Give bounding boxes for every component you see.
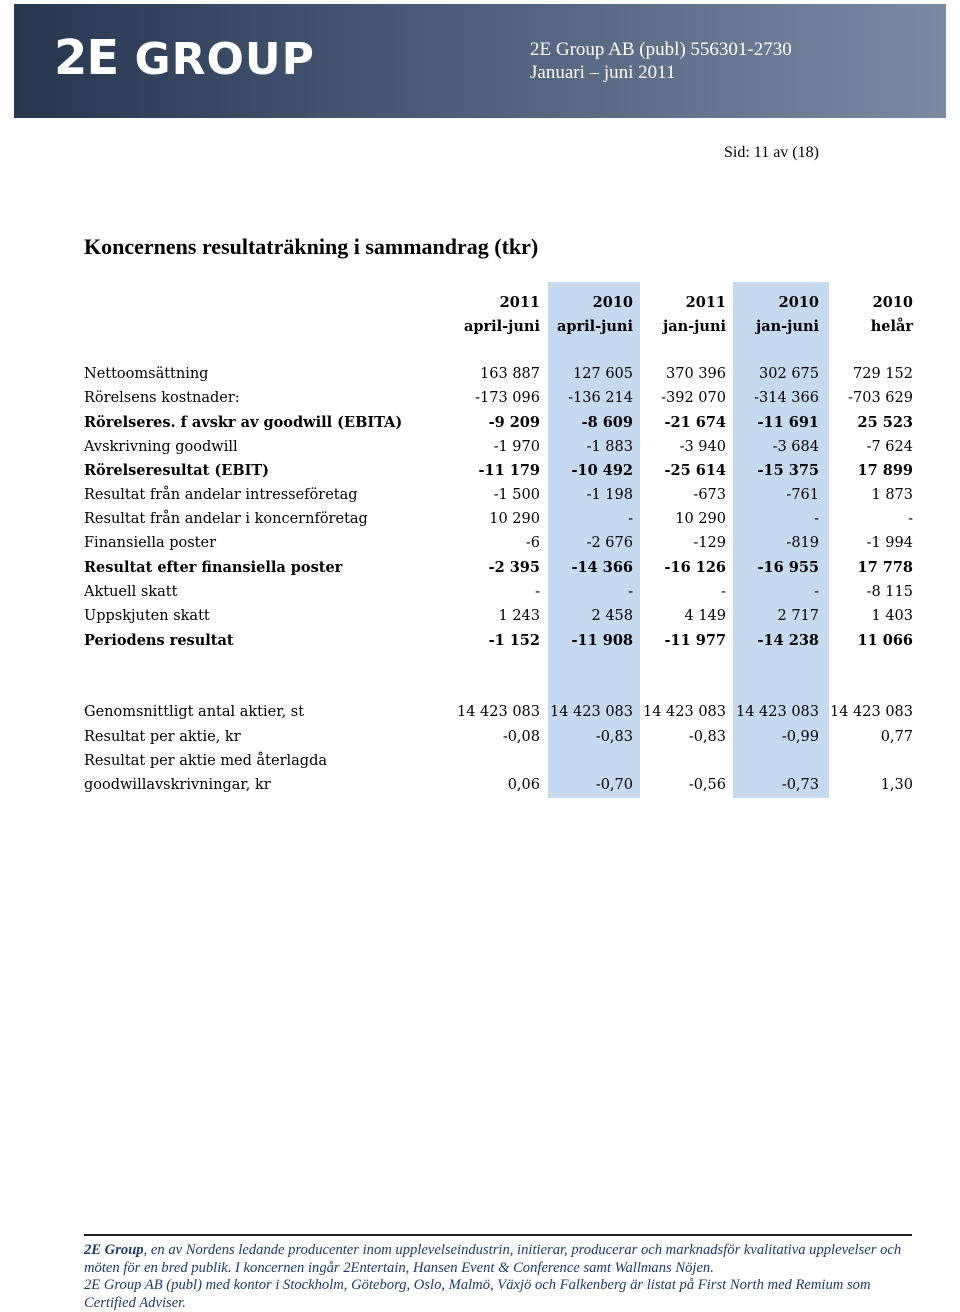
- row-value: -129: [693, 535, 726, 552]
- company-line: 2E Group AB (publ) 556301-2730: [530, 39, 792, 60]
- row-value: -11 908: [571, 631, 633, 649]
- row-value: 2 717: [777, 607, 819, 624]
- table-row: [84, 531, 913, 555]
- row-value: 1,30: [880, 776, 913, 793]
- row-label: Uppskjuten skatt: [84, 607, 210, 624]
- table-row: [84, 386, 913, 410]
- row-value: -6: [525, 535, 540, 552]
- row-value: -: [535, 583, 540, 600]
- share-row: [84, 700, 913, 724]
- row-label: Rörelsens kostnader:: [84, 390, 240, 407]
- row-label: Periodens resultat: [84, 631, 234, 649]
- row-value: -0,83: [595, 728, 633, 745]
- row-value: -14 366: [571, 559, 633, 577]
- row-value: 1 403: [871, 607, 913, 624]
- row-value: 4 149: [684, 607, 726, 624]
- table-row: [84, 604, 913, 628]
- spacer: [84, 338, 448, 362]
- row-value: -673: [693, 487, 726, 504]
- spacer: [84, 652, 448, 676]
- row-label: Aktuell skatt: [84, 583, 178, 600]
- row-value: 17 899: [857, 462, 913, 480]
- share-row: [84, 749, 913, 773]
- row-value: 14 423 083: [456, 704, 540, 721]
- row-value: -1 994: [866, 535, 913, 552]
- company-logo: 2E GROUP: [54, 30, 315, 86]
- row-value: 14 423 083: [642, 704, 726, 721]
- row-value: 729 152: [853, 366, 913, 383]
- column-period: april-juni: [556, 317, 633, 335]
- income-statement-table: [84, 290, 913, 797]
- table-row: [84, 580, 913, 604]
- row-value: 10 290: [489, 511, 540, 528]
- header-spacer: [84, 290, 448, 314]
- row-value: -2 676: [586, 535, 633, 552]
- row-value: [448, 749, 540, 773]
- footer: [84, 1242, 924, 1312]
- row-value: -136 214: [568, 390, 633, 407]
- row-label: Rörelseres. f avskr av goodwill (EBITA): [84, 413, 403, 431]
- row-value: [819, 749, 913, 773]
- table-row: [84, 459, 913, 483]
- row-value: -0,83: [688, 728, 726, 745]
- row-value: [540, 749, 633, 773]
- page-header: [14, 4, 946, 118]
- footer-company: 2E Group: [84, 1242, 144, 1258]
- row-value: 1 243: [498, 607, 540, 624]
- table-row: [84, 362, 913, 386]
- row-value: -: [814, 511, 819, 528]
- column-year: 2010: [592, 293, 633, 311]
- row-value: 10 290: [675, 511, 726, 528]
- row-value: -0,99: [781, 728, 819, 745]
- footer-paragraph-1: 2E Group, en av Nordens ledande producenter inom upplevelseindustrin, initierar, producerar och marknadsför kvalitativa upplevelser och möten för en bred publik. I koncernen ingår 2Entertain, Hansen Event & Conference samt Wallmans Nöjen.: [84, 1242, 902, 1276]
- row-value: 1 873: [871, 487, 913, 504]
- row-value: -1 198: [586, 487, 633, 504]
- row-value: -0,73: [781, 776, 819, 793]
- row-value: -21 674: [664, 413, 726, 431]
- row-value: 163 887: [480, 366, 540, 383]
- table-row: [84, 483, 913, 507]
- footer-divider: [84, 1234, 912, 1236]
- row-label: Resultat från andelar i koncernföretag: [84, 511, 368, 528]
- row-value: -9 209: [488, 413, 540, 431]
- column-period: april-juni: [463, 317, 540, 335]
- row-value: 11 066: [857, 631, 913, 649]
- row-label: Nettoomsättning: [84, 366, 209, 383]
- table-row: [84, 628, 913, 652]
- page-number: Sid: 11 av (18): [724, 144, 819, 161]
- row-value: -761: [786, 487, 819, 504]
- row-label: Rörelseresultat (EBIT): [84, 462, 270, 480]
- row-label: Resultat per aktie med återlagda: [84, 752, 328, 769]
- header-spacer: [84, 314, 448, 338]
- header-info: [530, 38, 930, 84]
- row-value: -819: [786, 535, 819, 552]
- row-value: 370 396: [666, 366, 726, 383]
- row-value: -10 492: [571, 462, 633, 480]
- row-value: -3 684: [772, 438, 819, 455]
- row-value: -: [721, 583, 726, 600]
- column-header-year-row: [84, 290, 913, 314]
- spacer-row: [84, 652, 913, 676]
- row-value: 17 778: [857, 559, 913, 577]
- share-row: [84, 773, 913, 797]
- row-value: -16 126: [664, 559, 726, 577]
- column-year: 2011: [685, 293, 726, 311]
- row-label: goodwillavskrivningar, kr: [84, 776, 271, 793]
- row-value: -1 883: [586, 438, 633, 455]
- row-label: Resultat per aktie, kr: [84, 728, 241, 745]
- column-year: 2010: [778, 293, 819, 311]
- row-value: 25 523: [857, 413, 913, 431]
- period-line: Januari – juni 2011: [530, 62, 676, 83]
- column-period: jan-juni: [755, 317, 819, 335]
- row-value: 14 423 083: [829, 704, 913, 721]
- table-row: [84, 556, 913, 580]
- row-label: Resultat efter finansiella poster: [84, 559, 343, 577]
- table-row: [84, 507, 913, 531]
- column-period: jan-juni: [662, 317, 726, 335]
- row-value: -11 977: [664, 631, 726, 649]
- row-value: 14 423 083: [735, 704, 819, 721]
- column-header-period-row: [84, 314, 913, 338]
- row-value: -703 629: [848, 390, 913, 407]
- row-value: -2 395: [488, 559, 540, 577]
- row-value: -: [908, 511, 913, 528]
- row-value: -0,08: [502, 728, 540, 745]
- row-value: -3 940: [679, 438, 726, 455]
- row-value: -173 096: [475, 390, 540, 407]
- row-value: 2 458: [591, 607, 633, 624]
- row-label: Avskrivning goodwill: [84, 438, 238, 455]
- row-value: -25 614: [664, 462, 726, 480]
- row-value: 0,77: [880, 728, 913, 745]
- row-value: -8 609: [581, 413, 633, 431]
- table-row: [84, 410, 913, 434]
- row-value: -1 500: [493, 487, 540, 504]
- row-value: -: [628, 583, 633, 600]
- row-value: [726, 749, 819, 773]
- spacer: [84, 676, 448, 700]
- row-value: 0,06: [507, 776, 540, 793]
- row-value: -0,56: [688, 776, 726, 793]
- column-year: 2010: [872, 293, 913, 311]
- row-value: -: [814, 583, 819, 600]
- row-value: [633, 749, 726, 773]
- column-year: 2011: [499, 293, 540, 311]
- row-value: -11 691: [757, 413, 819, 431]
- row-value: -14 238: [757, 631, 819, 649]
- row-label: Finansiella poster: [84, 535, 217, 552]
- spacer-row: [84, 676, 913, 700]
- table-row: [84, 435, 913, 459]
- row-value: -16 955: [757, 559, 819, 577]
- row-value: -1 152: [488, 631, 540, 649]
- row-value: -7 624: [866, 438, 913, 455]
- row-value: -392 070: [661, 390, 726, 407]
- row-value: 14 423 083: [549, 704, 633, 721]
- row-value: -11 179: [478, 462, 540, 480]
- row-label: Genomsnittligt antal aktier, st: [84, 704, 305, 721]
- spacer-row: [84, 338, 913, 362]
- footer-paragraph-2: 2E Group AB (publ) med kontor i Stockholm, Göteborg, Oslo, Malmö, Växjö och Falkenberg är listat på First North med Remium som Certified Adviser.: [84, 1277, 871, 1311]
- row-value: -: [628, 511, 633, 528]
- row-value: -8 115: [866, 583, 913, 600]
- page-title: Koncernens resultaträkning i sammandrag (tkr): [84, 234, 539, 259]
- column-period: helår: [870, 317, 913, 335]
- share-row: [84, 724, 913, 748]
- row-value: 127 605: [573, 366, 633, 383]
- row-value: -314 366: [754, 390, 819, 407]
- row-value: -1 970: [493, 438, 540, 455]
- row-value: 302 675: [759, 366, 819, 383]
- row-label: Resultat från andelar intresseföretag: [84, 487, 358, 504]
- row-value: -15 375: [757, 462, 819, 480]
- row-value: -0,70: [595, 776, 633, 793]
